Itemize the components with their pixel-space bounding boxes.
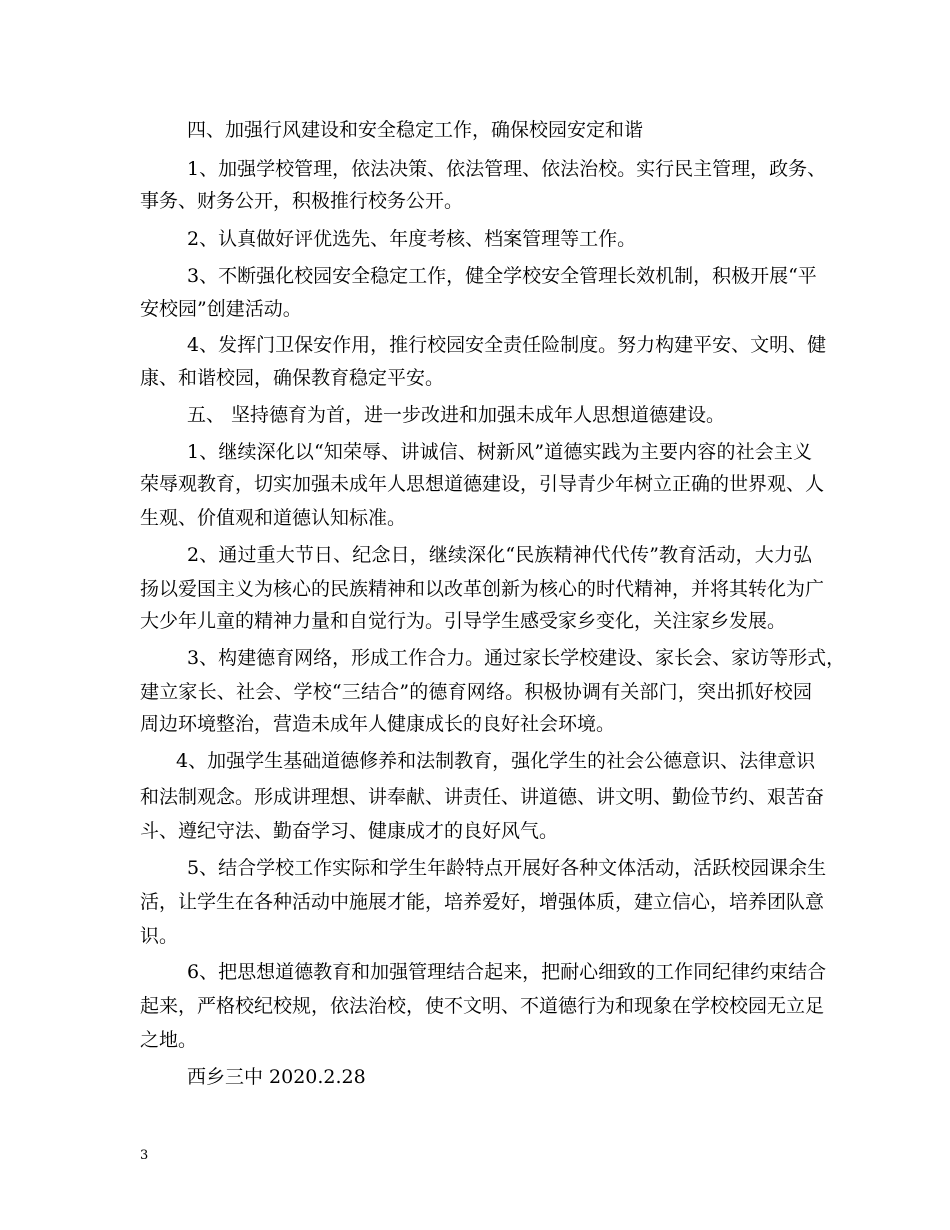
- paragraph-line: 大少年儿童的精神力量和自觉行为。引导学生感受家乡变化，关注家乡发展。: [140, 610, 787, 632]
- paragraph-line: 斗、遵纪守法、勤奋学习、健康成才的良好风气。: [140, 820, 559, 842]
- paragraph-line: 3、不断强化校园安全稳定工作，健全学校安全管理长效机制，积极开展“平: [187, 265, 817, 287]
- paragraph-line: 安校园”创建活动。: [140, 298, 302, 320]
- paragraph-line: 之地。: [140, 1029, 198, 1051]
- paragraph-line: 起来，严格校纪校规，依法治校，使不文明、不道德行为和现象在学校校园无立足: [140, 995, 825, 1017]
- signature-line: 西乡三中 2020.2.28: [187, 1066, 366, 1088]
- paragraph-line: 1、加强学校管理，依法决策、依法管理、依法治校。实行民主管理，政务、: [187, 158, 827, 180]
- paragraph-line: 荣辱观教育，切实加强未成年人思想道德建设，引导青少年树立正确的世界观、人: [140, 473, 825, 495]
- paragraph-line: 生观、价值观和道德认知标准。: [140, 507, 407, 529]
- paragraph-line: 2、通过重大节日、纪念日，继续深化“民族精神代代传”教育活动，大力弘: [187, 544, 812, 566]
- paragraph-line: 周边环境整治，营造未成年人健康成长的良好社会环境。: [140, 713, 616, 735]
- paragraph-line: 4、发挥门卫保安作用，推行校园安全责任险制度。努力构建平安、文明、健: [187, 334, 827, 356]
- paragraph-line: 6、把思想道德教育和加强管理结合起来，把耐心细致的工作同纪律约束结合: [187, 961, 827, 983]
- paragraph-line: 和法制观念。形成讲理想、讲奉献、讲责任、讲道德、讲文明、勤俭节约、艰苦奋: [140, 786, 825, 808]
- section-heading: 四、加强行风建设和安全稳定工作，确保校园安定和谐: [187, 119, 644, 141]
- paragraph-line: 2、认真做好评优选先、年度考核、档案管理等工作。: [187, 228, 637, 250]
- paragraph-line: 康、和谐校园，确保教育稳定平安。: [140, 367, 445, 389]
- paragraph-line: 1、继续深化以“知荣辱、讲诚信、树新风”道德实践为主要内容的社会主义: [187, 441, 812, 463]
- paragraph-line: 活，让学生在各种活动中施展才能，培养爱好，增强体质，建立信心，培养团队意: [140, 891, 825, 913]
- paragraph-line: 事务、财务公开，积极推行校务公开。: [140, 190, 464, 212]
- paragraph-line: 识。: [140, 925, 179, 947]
- paragraph-line: 4、加强学生基础道德修养和法制教育，强化学生的社会公德意识、法律意识: [176, 750, 816, 772]
- paragraph-line: 建立家长、社会、学校“三结合”的德育网络。积极协调有关部门，突出抓好校园: [140, 681, 812, 703]
- paragraph-line: 5、结合学校工作实际和学生年龄特点开展好各种文体活动，活跃校园课余生: [187, 857, 827, 879]
- section-heading: 五、 坚持德育为首，进一步改进和加强未成年人思想道德建设。: [187, 404, 726, 426]
- paragraph-line: 扬以爱国主义为核心的民族精神和以改革创新为核心的时代精神，并将其转化为广: [140, 578, 825, 600]
- paragraph-line: 3、构建德育网络，形成工作合力。通过家长学校建设、家长会、家访等形式，: [187, 647, 846, 669]
- page-number: 3: [140, 1148, 149, 1163]
